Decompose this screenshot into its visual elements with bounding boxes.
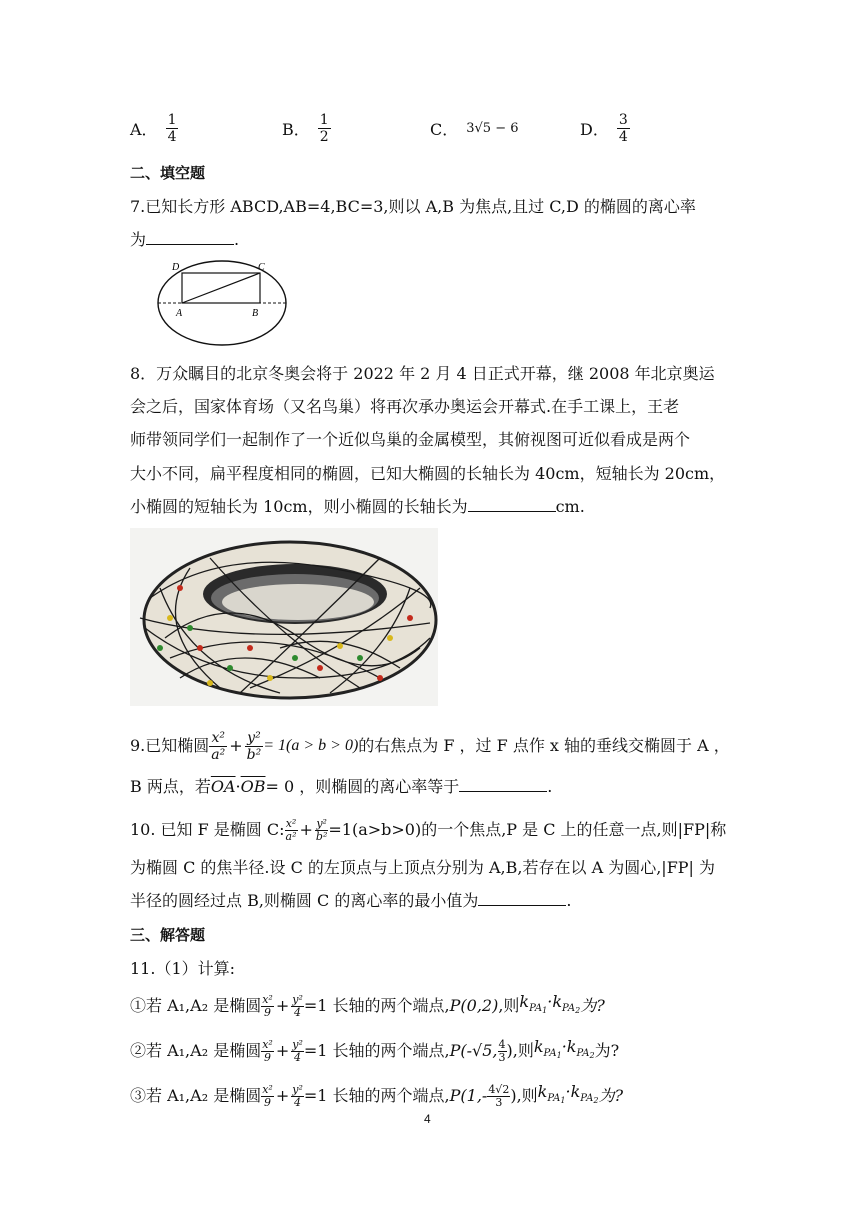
diagonal-ac	[182, 273, 260, 303]
option-d-fraction: $\frac{3}{4}$	[618, 111, 628, 145]
birds-nest-model-image	[130, 528, 438, 706]
q7-text-line2: 为 .	[130, 230, 240, 249]
q9-fraction-y: $\frac{\text{y²}}{\text{b²}}$	[246, 729, 262, 763]
q9-text-line1: 9.已知椭圆 $\frac{\text{x²}}{\text{a²}}$ + $\frac{\text{y²}}{\text{b²}}$ = 1(a > b > 0) 的右焦点为 F ，过 F 点作 x 轴的垂线交椭圆于 A ，	[130, 729, 730, 763]
label-a: A	[176, 308, 183, 319]
section-heading-fill-in: 二、填空题	[130, 164, 206, 182]
q11-item-1: ①若 A₁,A₂ 是椭圆 x² 9 + $\frac{\text{y²}}{4}$ =1 长轴的两个端点, P(0,2) ,则 $k_{PA_1}\cdot k_{PA_2}$ 为?	[130, 991, 605, 1019]
q11-item-2: ②若 A₁,A₂ 是椭圆 x² 9 + $\frac{\text{y²}}{4}$ =1 长轴的两个端点, P(-√5, 4 3 ),则 $k_{PA_1}\cdot k_{PA_2}$ 为?	[130, 1036, 620, 1064]
q11-item-3: ③若 A₁,A₂ 是椭圆 x² 9 + $\frac{\text{y²}}{4}$ =1 长轴的两个端点, P(1,- 4√2 3 ),则 $k_{PA_1}\cdot k_{PA_2}$ 为?	[130, 1081, 624, 1109]
q7-answer-blank	[146, 230, 234, 245]
option-a-fraction: $\frac{1}{4}$	[167, 111, 177, 145]
q8-text-line3: 师带领同学们一起制作了一个近似鸟巢的金属模型，其俯视图可近似看成是两个	[130, 430, 691, 449]
q8-text-line5: 小椭圆的短轴长为 10cm，则小椭圆的长轴长为 cm.	[130, 497, 585, 516]
q10-text-line3: 半径的圆经过点 B,则椭圆 C 的离心率的最小值为 .	[130, 891, 572, 910]
option-c: C． 3√5 − 6	[430, 119, 519, 139]
option-a: A． $\frac{1}{4}$	[130, 111, 177, 145]
q8-text-line2: 会之后，国家体育场（又名鸟巢）将再次承办奥运会开幕式.在手工课上，王老	[130, 397, 680, 416]
q10-text-line1: 10. 已知 F 是椭圆 C: x² a² + $\frac{\text{y²}}{\text{b²}}$ =1(a>b>0)的一个焦点,P 是 C 上的任意一点,则|FP|称	[130, 816, 727, 843]
q7-text-line1: 7.已知长方形 ABCD,AB=4,BC=3,则以 A,B 为焦点,且过 C,D 的椭圆的离心率	[130, 197, 696, 216]
q8-text-line1: 8．万众瞩目的北京冬奥会将于 2022 年 2 月 4 日正式开幕，继 2008 年北京奥运	[130, 364, 715, 383]
q10-answer-blank	[478, 891, 566, 906]
q7-ellipse-figure	[152, 256, 292, 350]
q8-answer-blank	[468, 497, 556, 512]
option-d: D． $\frac{3}{4}$	[580, 111, 628, 145]
q9-fraction-x: $\frac{\text{x²}}{\text{a²}}$	[211, 729, 226, 763]
q9-text-line2: B 两点，若$\overline{OA}\cdot\overline{OB}= 0$ ，则椭圆的离心率等于 .	[130, 777, 553, 796]
label-c: C	[258, 262, 265, 273]
option-b: B． $\frac{1}{2}$	[282, 111, 329, 145]
q8-text-line4: 大小不同，扁平程度相同的椭圆，已知大椭圆的长轴长为 40cm，短轴长为 20cm，	[130, 464, 726, 483]
page-number: 4	[424, 1112, 431, 1126]
q9-answer-blank	[459, 777, 547, 792]
q11-title: 11.（1）计算:	[130, 959, 236, 978]
q10-text-line2: 为椭圆 C 的焦半径.设 C 的左顶点与上顶点分别为 A,B,若存在以 A 为圆心,|FP| 为	[130, 858, 716, 877]
label-b: B	[252, 308, 259, 319]
section-heading-solutions: 三、解答题	[130, 926, 206, 944]
label-d: D	[172, 262, 180, 273]
option-b-fraction: $\frac{1}{2}$	[319, 111, 329, 145]
